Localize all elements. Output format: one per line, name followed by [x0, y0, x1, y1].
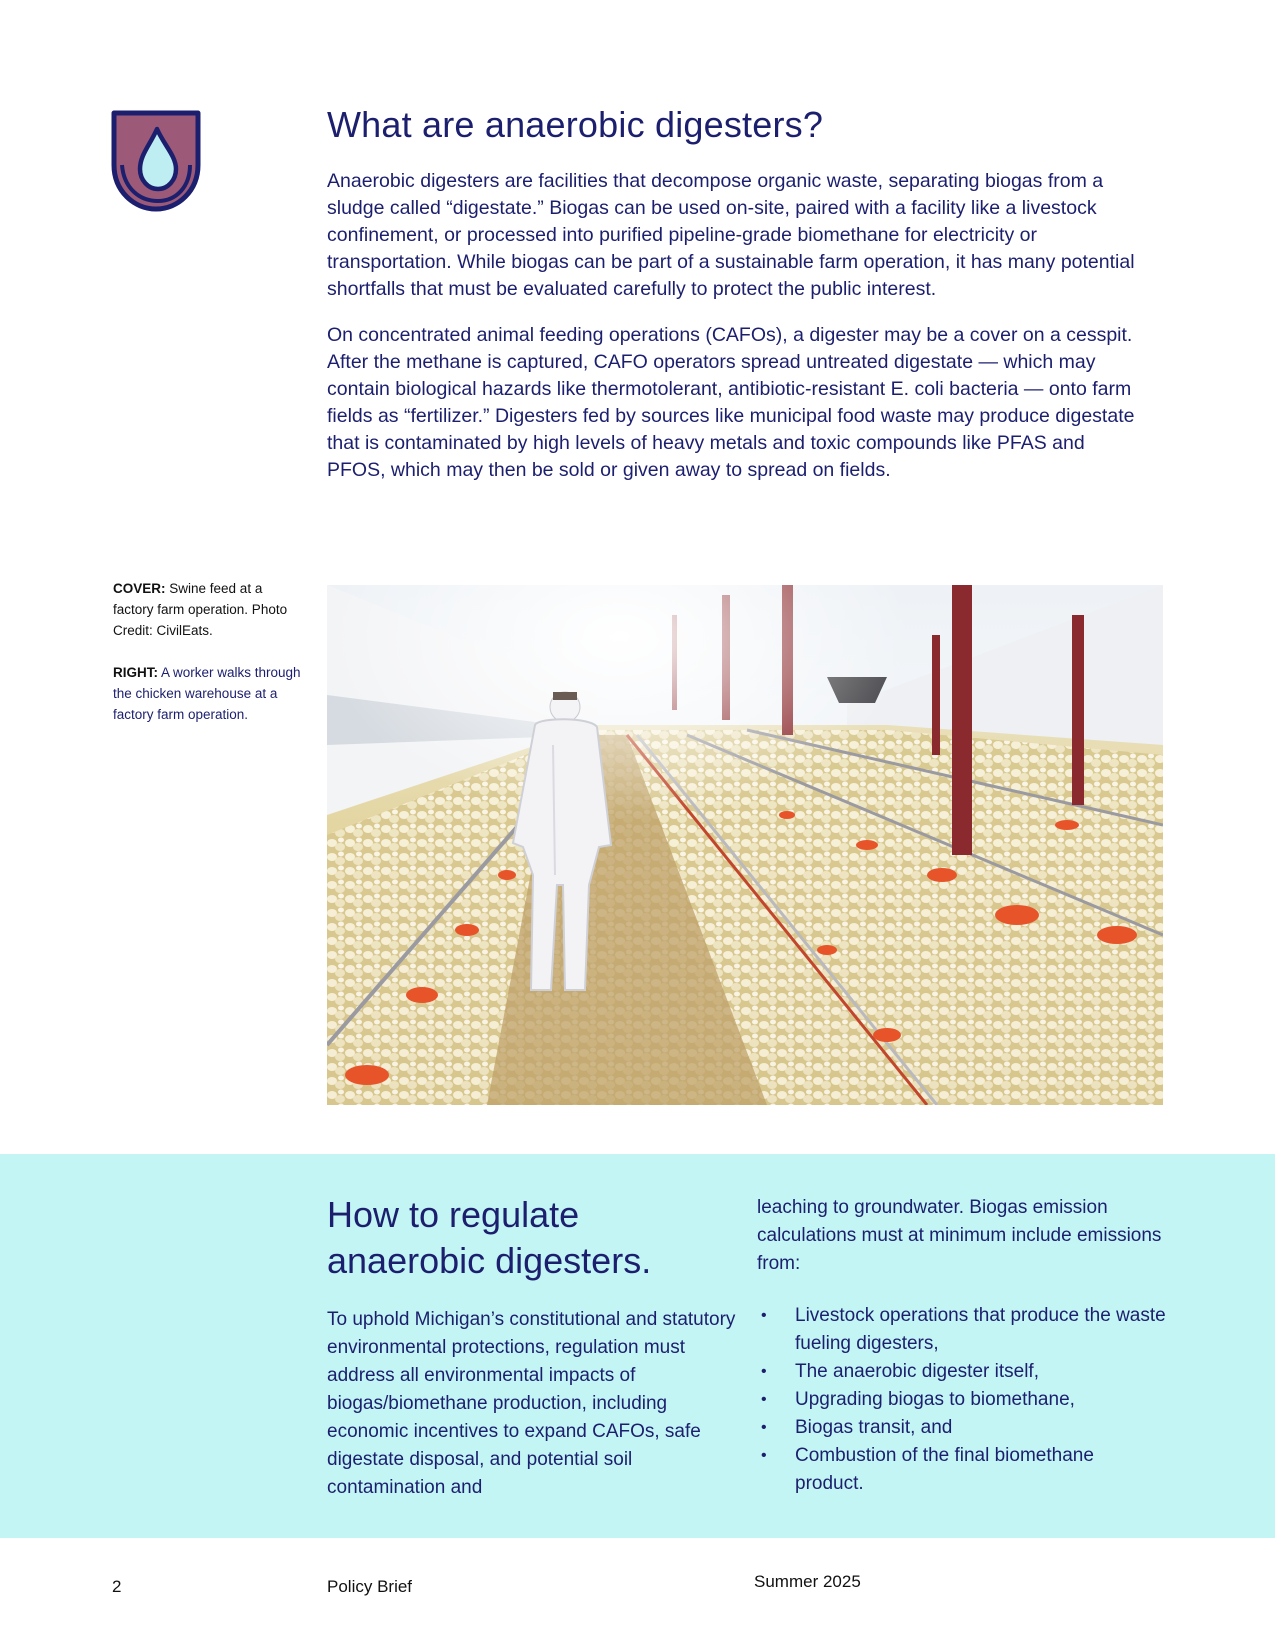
regulation-title-line1: How to regulate — [327, 1194, 580, 1235]
bullet-icon: • — [761, 1391, 767, 1408]
list-item-text: The anaerobic digester itself, — [795, 1361, 1039, 1382]
cafo-paragraph: On concentrated animal feeding operations (CAFOs), a digester may be a cover on a cesspit. After the methane is captured, CAFO operators spread untreated digestate — which may contain biological hazards like thermotolerant, antibiotic-resistant E. coli bacteria — onto farm fields as “fertilizer.” Digesters fed by sources like municipal food waste may produce digestate that is contaminated by high levels of heavy metals and toxic compounds like PFAS and PFOS, which may then be sold or given away to spread on fields. — [327, 324, 1135, 481]
chicken-warehouse-photo — [327, 585, 1163, 1105]
photo-caption-text: A worker walks through the chicken warehouse at a factory farm operation. — [113, 665, 301, 722]
list-item — [757, 1358, 1167, 1386]
regulation-title-line2: anaerobic digesters. — [327, 1240, 652, 1281]
cover-caption-label: COVER: — [113, 581, 166, 596]
intro-paragraph: Anaerobic digesters are facilities that decompose organic waste, separating biogas from a sludge called “digestate.” Biogas can be used on-site, paired with a facility like a livestock confinement, or processed into purified pipeline-grade biomethane for electricity or transportation. While biogas can be part of a sustainable farm operation, it has many potential shortfalls that must be evaluated carefully to protect the public interest. — [327, 170, 1135, 300]
publication-name: Policy Brief — [327, 1577, 413, 1596]
regulation-title — [327, 1192, 737, 1284]
publication-date: Summer 2025 — [754, 1572, 861, 1591]
list-item — [757, 1302, 1167, 1358]
regulation-paragraph: To uphold Michigan’s constitutional and statutory environmental protections, regulation must address all environmental impacts of biogas/biomethane production, including economic incentives to expand CAFOs, safe digestate disposal, and potential soil contamination and — [327, 1309, 736, 1498]
list-item-text: Combustion of the final biomethane product. — [795, 1445, 1094, 1494]
bullet-icon: • — [761, 1363, 767, 1380]
list-item-text: Livestock operations that produce the waste fueling digesters, — [795, 1305, 1166, 1354]
page-title: What are anaerobic digesters? — [327, 104, 824, 145]
list-item — [757, 1442, 1167, 1498]
bullet-icon: • — [761, 1307, 767, 1324]
page-number: 2 — [112, 1577, 122, 1596]
water-drop-shield-icon — [110, 109, 202, 213]
emissions-paragraph: leaching to groundwater. Biogas emission calculations must at minimum include emissions from: — [757, 1197, 1162, 1274]
cover-caption — [113, 578, 303, 641]
regulation-right-column — [757, 1194, 1167, 1498]
bullet-icon: • — [761, 1447, 767, 1464]
regulation-left-column — [327, 1192, 737, 1502]
bullet-icon: • — [761, 1419, 767, 1436]
list-item — [757, 1386, 1167, 1414]
list-item-text: Biogas transit, and — [795, 1417, 953, 1438]
cover-caption-text: Swine feed at a factory farm operation. Photo Credit: CivilEats. — [113, 581, 288, 638]
list-item — [757, 1414, 1167, 1442]
main-section — [327, 104, 1137, 503]
list-item-text: Upgrading biogas to biomethane, — [795, 1389, 1075, 1410]
photo-caption — [113, 662, 303, 725]
photo-illustration — [327, 585, 1163, 1105]
photo-caption-label: RIGHT: — [113, 665, 158, 680]
emissions-list — [757, 1302, 1167, 1498]
